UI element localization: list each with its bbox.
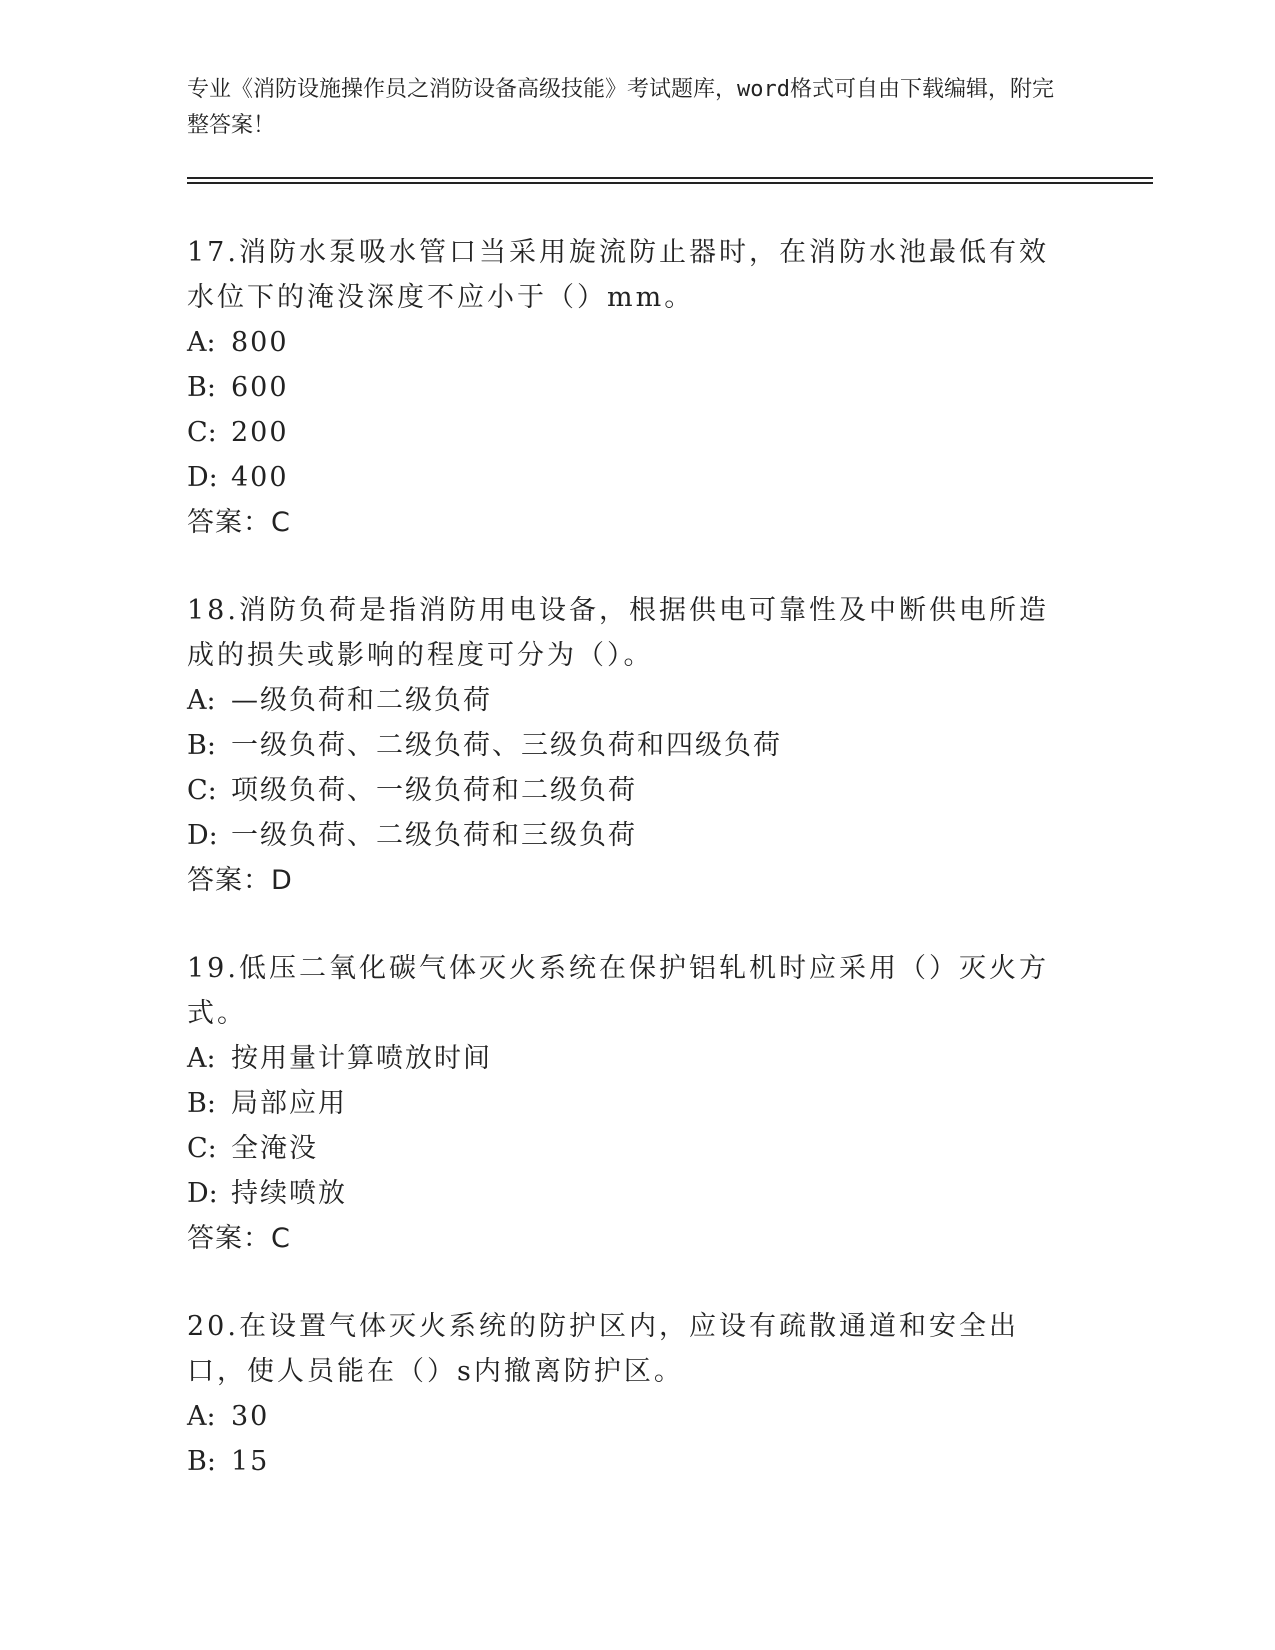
option-text: —级负荷和二级负荷 [231,685,492,716]
option-b [187,723,1067,768]
question-stem: 19.低压二氧化碳气体灭火系统在保护铝轧机时应采用（）灭火方式。 [187,953,1049,1029]
answer-line: 答案：D [187,865,293,896]
option-a [187,1036,1067,1081]
option-b [187,1439,1067,1484]
option-letter: B: [187,1088,216,1119]
option-text: 一级负荷、二级负荷、三级负荷和四级负荷 [231,730,782,761]
option-text: 按用量计算喷放时间 [231,1043,492,1074]
option-letter: C: [187,1133,217,1164]
option-text: 200 [231,417,289,448]
option-text: 15 [231,1446,270,1477]
option-c [187,768,1067,813]
option-a [187,1394,1067,1439]
option-letter: A: [187,1043,216,1074]
option-letter: B: [187,1446,216,1477]
option-text: 一级负荷、二级负荷和三级负荷 [231,820,637,851]
option-text: 600 [231,372,289,403]
option-letter: D: [187,1178,218,1209]
question-stem: 18.消防负荷是指消防用电设备，根据供电可靠性及中断供电所造成的损失或影响的程度可分为（）。 [187,595,1049,671]
option-a [187,678,1067,723]
question-stem: 17.消防水泵吸水管口当采用旋流防止器时，在消防水池最低有效水位下的淹没深度不应小于（）mm。 [187,237,1049,313]
option-letter: C: [187,417,217,448]
option-letter: C: [187,775,217,806]
option-letter: D: [187,820,218,851]
option-text: 局部应用 [231,1088,347,1119]
question-stem: 20.在设置气体灭火系统的防护区内，应设有疏散通道和安全出口，使人员能在（）s内撤离防护区。 [187,1311,1019,1387]
question-18 [187,588,1067,903]
option-letter: D: [187,462,218,493]
option-letter: B: [187,730,216,761]
question-17 [187,230,1067,545]
option-letter: A: [187,685,216,716]
option-text: 30 [231,1401,270,1432]
option-text: 持续喷放 [231,1178,347,1209]
option-text: 800 [231,327,289,358]
option-letter: A: [187,327,216,358]
question-20 [187,1304,1067,1484]
option-c [187,1126,1067,1171]
answer-line: 答案：C [187,507,291,538]
answer-line: 答案：C [187,1223,291,1254]
option-text: 400 [231,462,289,493]
option-d [187,813,1067,858]
option-d [187,1171,1067,1216]
option-b [187,365,1067,410]
option-c [187,410,1067,455]
option-b [187,1081,1067,1126]
question-19 [187,946,1067,1261]
option-text: 全淹没 [231,1133,318,1164]
option-text: 项级负荷、一级负荷和二级负荷 [231,775,637,806]
question-list [187,230,1067,1527]
header-divider-bottom [187,182,1153,184]
option-d [187,455,1067,500]
option-letter: A: [187,1401,216,1432]
option-a [187,320,1067,365]
option-letter: B: [187,372,216,403]
document-header: 专业《消防设施操作员之消防设备高级技能》考试题库，word格式可自由下载编辑，附完整答案！ [187,77,1054,138]
header-divider-top [187,177,1153,179]
